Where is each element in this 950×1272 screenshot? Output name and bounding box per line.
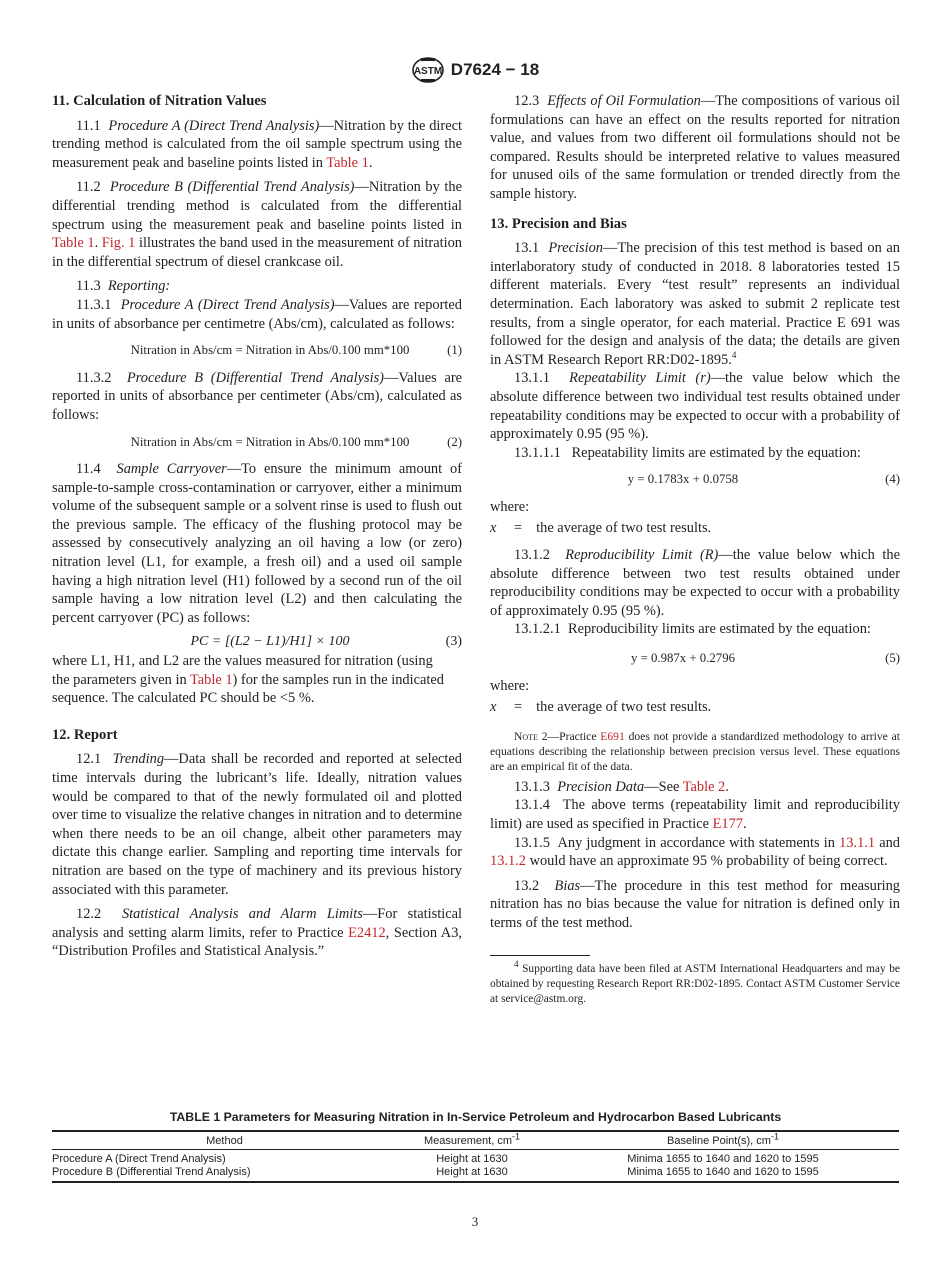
e177-link[interactable]: E177 [712,816,743,832]
equation-2: Nitration in Abs/cm = Nitration in Abs/0.100 mm*100 (2) [130,434,462,449]
para-12-3: 12.3 Effects of Oil Formulation—The compositions of various oil formulations can have an effect on the results reported for nitration value, and values from two different oil formulations should not be compared. Results should be interpreted relative to values measured for unused oils of the same formulation or trended directly from the sample history. [490,93,900,202]
astm-logo-icon [411,56,445,84]
table-row: Procedure B (Differential Trend Analysis) Height at 1630 Minima 1655 to 1640 and 1620 to 1595 [52,1166,899,1182]
para-11-2: 11.2 Procedure B (Differential Trend Analysis)—Nitration by the differential trending method is calculated from the differential spectrum using the measurement peak and baseline points listed in Table 1. Fig. 1 illustrates the band used in the measurement of nitration in the differential spectrum of diesel crankcase oil. [52,179,463,270]
column-header-baseline: Baseline Point(s), $cm^{-1}$ [667,1131,779,1147]
para-12-2: 12.2 Statistical Analysis and Alarm Limits—For statistical analysis and setting alarm limits, refer to Practice E2412, Section A3, “Distribution Profiles and Statistical Analysis.” [52,906,462,960]
right-column [490,92,900,1007]
where-label-1: where: [490,498,530,515]
table-header-row [52,1131,899,1150]
e691-link[interactable]: E691 [600,729,625,743]
para-11-3-2: 11.3.2 Procedure B (Differential Trend Analysis)—Values are reported in units of absorbance per centimeter (Abs/cm), calculated as follows: [52,369,463,423]
fig-1-link[interactable]: Fig. 1 [101,235,136,252]
left-column [52,92,462,961]
page-header [0,56,950,84]
para-11-3-1: 11.3.1 Procedure A (Direct Trend Analysis)—Values are reported in units of absorbance per centimetre (Abs/cm), calculated as follows: [52,296,463,332]
equation-3: PC = [(L2 − L1)/H1] × 100 (3) [190,634,462,650]
table-1 [52,1110,899,1183]
para-13-1: 13.1 Precision—The precision of this test method is based on an interlaboratory study of conducted in 2018. 8 laboratories tested 15 different materials. Every “test result” represents an individual determination. Each laboratory was asked to submit 2 replicate test results, from a single operator, for each material. Practice E 691 was followed for the design and analysis of the data; the details are given in ASTM Research Report RR:D02-1895.$^4$ [490,240,900,368]
section-13-heading: 13. Precision and Bias [490,215,627,232]
table-1-link[interactable]: Table 1 [52,235,95,252]
equation-4: y = 0.1783x + 0.0758 (4) [627,472,900,487]
para-13-1-1: 13.1.1 Repeatability Limit (r)—the value below which the absolute difference between two individual test results obtained under repeatability conditions may be expected to occur with a probability of approximately 0.95 (95 %). [490,370,900,443]
section-13-1-1-link[interactable]: 13.1.1 [839,834,876,851]
table-1-title: TABLE 1 Parameters for Measuring Nitration in In-Service Petroleum and Hydrocarbon Based Lubricants [169,1110,782,1124]
footnote-4: $^4$ Supporting data have been filed at ASTM International Headquarters and may be obtained by requesting Research Report RR:D02-1895. Contact ASTM Customer Service at service@astm.org. [490,958,900,1005]
footnote-divider [490,955,590,956]
column-header-measurement: Measurement, $cm^{-1}$ [423,1131,521,1147]
para-11-3: 11.3 Reporting: [76,278,171,295]
para-12-1: 12.1 Trending—Data shall be recorded and reported at selected time intervals during the lubricant’s life. Ideally, nitration values would be compared to that of the newly formulated oil and plotted over time to visualize the relative changes in nitration and to determine when there needs to be an oil change, albeit other parameters may dictate this change earlier. Sampling and reporting time intervals for nitration are based on the type of machinery and its previous history associated with this parameter. [52,751,462,898]
table-1-link[interactable]: Table 1 [326,154,369,171]
para-13-1-3: 13.1.3 Precision Data—See Table 2. [514,778,729,795]
variable-definition-x: x = the average of two test results. [490,520,712,537]
equation-1: Nitration in Abs/cm = Nitration in Abs/0.100 mm*100 (1) [130,343,462,358]
para-11-4-cont: where L1, H1, and L2 are the values measured for nitration (using the parameters given in Table 1) for the samples run in the indicated sequence. The calculated PC should be <5 %. [52,653,444,707]
e2412-link[interactable]: E2412 [348,924,386,941]
para-13-1-4: 13.1.4 The above terms (repeatability limit and reproducibility limit) are used as specified in Practice E177. [490,797,900,832]
para-11-4: 11.4 Sample Carryover—To ensure the minimum amount of sample-to-sample cross-contamination or carryover, either a minimum volume of the subsequent sample or a solvent rinse is used to flush out the previous sample. The efficacy of the flushing protocol may be assessed by consecutively analyzing an oil having a low (or zero) nitration level (L1, for example, a fresh oil) and a used oil sample having a high nitration level (H1) followed by a second run of the oil sample having a low nitration level (L2) and then calculating the percent carryover (PC) as follows: [52,461,462,626]
table-2-link[interactable]: Table 2 [682,778,726,795]
note-2: Note 2—Practice E691 does not provide a standardized methodology to arrive at equations describing the relationship between precision versus level. These equations are an empirical fit of the data. [490,729,900,773]
page-number: 3 [471,1214,479,1229]
column-header-method: Method [206,1135,243,1147]
section-13-1-2-link[interactable]: 13.1.2 [490,853,526,870]
table-row: Procedure A (Direct Trend Analysis) Height at 1630 Minima 1655 to 1640 and 1620 to 1595 [52,1153,819,1165]
para-11-1: 11.1 Procedure A (Direct Trend Analysis)—Nitration by the direct trending method is calculated from the oil sample spectrum using the measurement peak and baseline points listed in Table 1. [52,117,462,171]
para-13-1-5: 13.1.5 Any judgment in accordance with statements in 13.1.1 and 13.1.2 would have an approximate 95 % probability of being correct. [490,834,900,870]
footnote-ref-4[interactable]: 4 [731,349,737,360]
variable-definition-x: x = the average of two test results. [490,699,712,716]
para-13-2: 13.2 Bias—The procedure in this test method for measuring nitration has no bias because the value for nitration is defined only in terms of the test method. [490,877,900,931]
para-13-1-1-1: 13.1.1.1 Repeatability limits are estimated by the equation: [514,444,861,461]
section-11-heading: 11. Calculation of Nitration Values [52,93,267,109]
document-id: D7624 − 18 [450,60,540,79]
table-1-link[interactable]: Table 1 [190,671,233,688]
svg-text:ASTM: ASTM [413,66,442,77]
where-label-2: where: [490,677,530,694]
equation-5: y = 0.987x + 0.2796 (5) [630,651,900,666]
para-13-1-2-1: 13.1.2.1 Reproducibility limits are estimated by the equation: [514,621,871,638]
table-1-grid [52,1130,899,1183]
section-12-heading: 12. Report [52,726,118,743]
para-13-1-2: 13.1.2 Reproducibility Limit (R)—the value below which the absolute difference between two test results obtained under reproducibility conditions may be expected to occur with a probability of approximately 0.95 (95 %). [490,547,900,619]
